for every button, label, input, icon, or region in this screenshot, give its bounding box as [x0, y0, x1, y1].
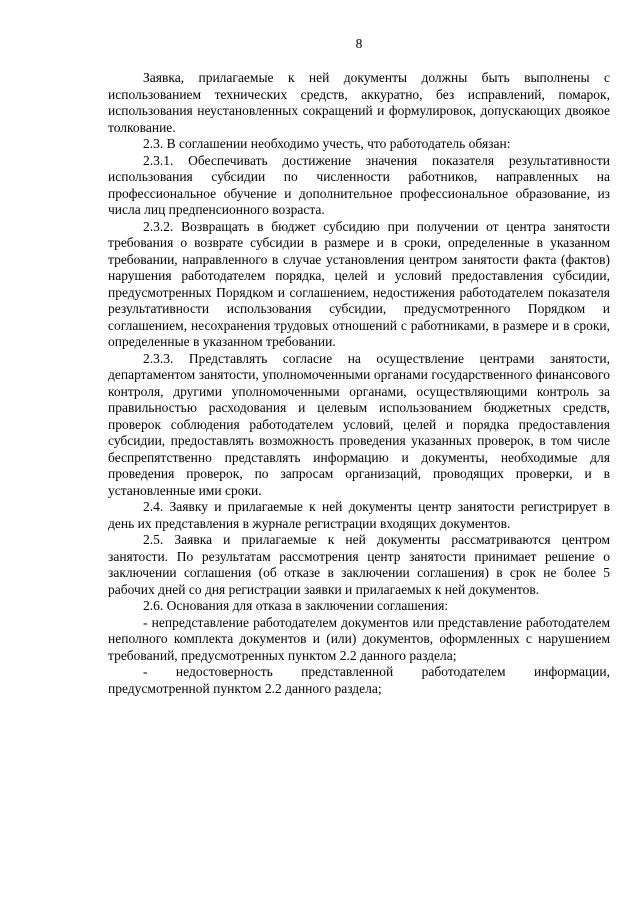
paragraph-2-3: 2.3. В соглашении необходимо учесть, что работодатель обязан: — [143, 136, 511, 151]
list-item-refusal-reason-2: - недостоверность представленной работодателем информации, предусмотренной пунктом 2.2 данного раздела; — [108, 664, 610, 696]
paragraph-application-requirements: Заявка, прилагаемые к ней документы должны быть выполнены с использованием технических средств, аккуратно, без исправлений, помарок, использования неустановленных сокращений и формулировок, допускающих двоякое толкование. — [108, 70, 610, 135]
list-item-refusal-reason-1: - непредставление работодателем документов или представление работодателем неполного комплекта документов и (или) документов, оформленных с нарушением требований, предусмотренных пунктом 2.2 данного раздела; — [108, 614, 610, 663]
paragraph-2-4: 2.4. Заявку и прилагаемые к ней документы центр занятости регистрирует в день их представления в журнале регистрации входящих документов. — [108, 499, 610, 531]
document-body — [108, 70, 610, 697]
paragraph-2-3-2: 2.3.2. Возвращать в бюджет субсидию при получении от центра занятости требования о возврате субсидии в размере и в сроки, определенные в указанном требовании, направленного в случае установления центром занятости факта (фактов) нарушения работодателем порядка, целей и условий предоставления субсидии, предусмотренных Порядком и соглашением, недостижения работодателем показателя результативности использования субсидии, предусмотренного Порядком и соглашением, несохранения трудовых отношений с работниками, в размере и в сроки, определенные в указанном требовании. — [108, 218, 610, 349]
paragraph-2-3-1: 2.3.1. Обеспечивать достижение значения показателя результативности использования субсидии по численности работников, направленных на профессиональное обучение и дополнительное профессиональное образование, из числа лиц предпенсионного возраста. — [108, 152, 610, 217]
paragraph-2-6: 2.6. Основания для отказа в заключении соглашения: — [143, 598, 449, 613]
paragraph-2-5: 2.5. Заявка и прилагаемые к ней документы рассматриваются центром занятости. По результатам рассмотрения центр занятости принимает решение о заключении соглашения (об отказе в заключении соглашения) в срок не более 5 рабочих дней со дня регистрации заявки и прилагаемых к ней документов. — [108, 532, 610, 597]
page-number: 8 — [355, 36, 363, 51]
paragraph-2-3-3: 2.3.3. Представлять согласие на осуществление центрами занятости, департаментом занятости, уполномоченными органами государственного финансового контроля, другими уполномоченными органами, осуществляющими контроль за правильностью расходования и целевым использованием бюджетных средств, проверок соблюдения работодателем условий, целей и порядка предоставления субсидии, предоставлять возможность проведения указанных проверок, в том числе беспрепятственно представлять информацию и документы, необходимые для проведения проверок, по запросам организаций, проводящих проверки, и в установленные ими сроки. — [108, 350, 610, 498]
